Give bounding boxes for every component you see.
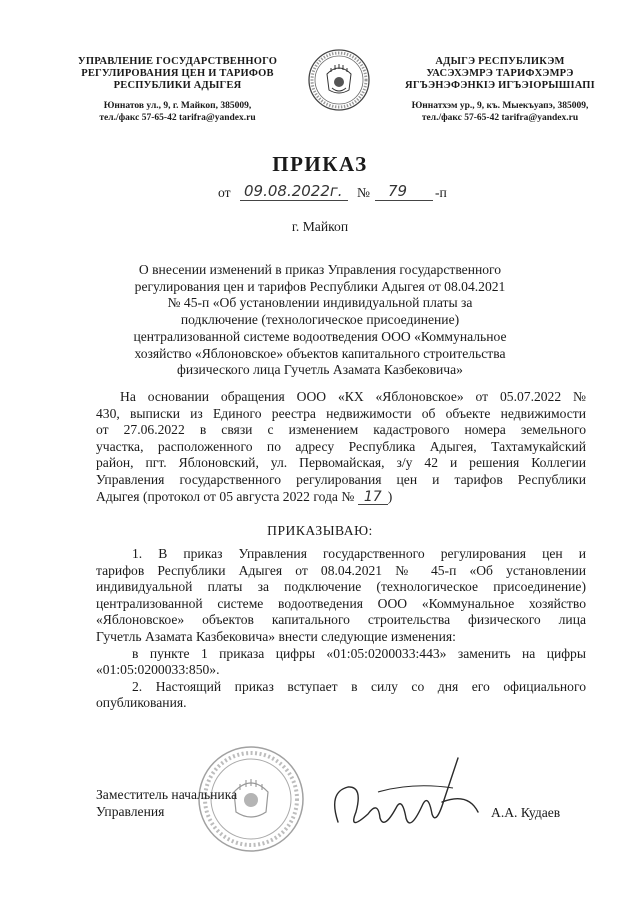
issuer-line: УАСЭХЭМРЭ ТАРИФХЭМРЭ [426,68,574,79]
order-word: ПРИКАЗЫВАЮ: [267,523,373,538]
preamble-last-line [96,489,586,506]
preamble-line: Управления государственного регулирования цен и тарифов Республики [96,471,586,487]
number-underline [375,200,433,201]
item-1-line: тарифов Республики Адыгея от 08.04.2021 № 45-п «Об установлении [96,562,586,578]
item-2-line: 2. Настоящий приказ вступает в силу со дня его официального [132,678,586,694]
signatory-position [96,786,237,820]
preamble-paragraph [96,389,586,505]
preamble-close: ) [387,488,393,504]
coat-of-arms-emblem-icon [307,48,371,112]
order-date-number-line [218,183,478,205]
number-prefix: № [357,185,370,200]
item-1-paragraph [96,546,586,712]
order-date-handwritten: 09.08.2022г. [244,182,343,200]
subject-line: О внесении изменений в приказ Управления государственного [138,262,502,277]
issuer-line: УПРАВЛЕНИЕ ГОСУДАРСТВЕННОГО [77,56,278,67]
preamble-line: от 27.06.2022 в связи с изменением кадастрового номера земельного [96,422,586,438]
issuer-line: ЯГЪЭНЭФЭНКIЭ ИГЪЭIОРЫШIАПI [405,80,595,91]
subject-line: регулирования цен и тарифов Республики Адыгея от 08.04.2021 [134,278,506,294]
item-1-line: 1. В приказ Управления государственного регулирования цен и [132,546,586,561]
subject-block [100,262,540,379]
item-1-sub-last-line: «01:05:0200033:850». [96,662,220,678]
order-number-handwritten: 79 [388,182,408,200]
item-1-sub-line: в пункте 1 приказа цифры «01:05:0200033:443» заменить на цифры [132,645,586,661]
address-line: тел./факс 57-65-42 tarifra@yandex.ru [421,112,579,123]
address-line: Юннатов ул., 9, г. Майкоп, 385009, [103,101,252,111]
item-1-line: «Яблоновское» объектов капитального строительства физического лица [96,612,586,628]
issuer-name-ady [390,56,610,92]
item-2-last-line: опубликования. [96,695,187,711]
date-underline [240,200,348,201]
issuer-line: РЕСПУБЛИКИ АДЫГЕЯ [113,80,242,91]
item-1-line: индивидуальной платы за подключение (технологическое присоединение) [96,579,586,595]
subject-line: хозяйство «Яблоновское» объектов капитального строительства [134,345,506,361]
signatory-name: А.А. Кудаев [491,805,561,820]
issuer-address-ru [70,101,285,124]
subject-line: № 45-п «Об установлении индивидуальной платы за [167,295,473,311]
document-title: ПРИКАЗ [272,152,368,176]
protocol-number-handwritten: 17 [358,490,388,505]
issuer-name-ru [70,56,285,92]
issuer-line: АДЫГЭ РЕСПУБЛИКЭМ [435,56,565,67]
preamble-line: На основании обращения ООО «КХ «Яблоновское» от 05.07.2022 № [120,389,586,404]
city: г. Майкоп [291,219,349,234]
preamble-last-text: Адыгея (протокол от 05 августа 2022 года № [96,488,355,504]
item-1-last-line: Гучетль Азамата Казбековича» внести следующие изменения: [96,628,456,644]
handwritten-signature-icon [318,752,488,852]
position-line: Управления [96,804,165,819]
number-suffix: -п [435,185,447,200]
issuer-address-ady [390,101,610,124]
address-line: тел./факс 57-65-42 tarifra@yandex.ru [99,112,256,123]
issuer-line: РЕГУЛИРОВАНИЯ ЦЕН И ТАРИФОВ [81,68,274,79]
subject-line: централизованной системе водоотведения ООО «Коммунальное [133,328,507,344]
subject-line: подключение (технологическое присоединение) [180,312,460,328]
address-line: Юннатхэм ур., 9, къ. Мыекъуапэ, 385009, [411,101,589,111]
preamble-line: район, пгт. Яблоновский, ул. Первомайская, з/у 42 и решения Коллегии [96,455,586,471]
position-line: Заместитель начальника [96,787,238,802]
date-prefix: от [218,185,231,200]
preamble-line: 430, выписки из Единого реестра недвижимости об объекте недвижимости [96,405,586,421]
item-1-line: централизованной системе водоотведения ООО «Коммунальное хозяйство [96,595,586,611]
preamble-line: участка, расположенного по адресу Республика Адыгея, Тахтамукайский [96,438,586,454]
subject-line: физического лица Гучетль Азамата Казбековича» [177,362,463,378]
